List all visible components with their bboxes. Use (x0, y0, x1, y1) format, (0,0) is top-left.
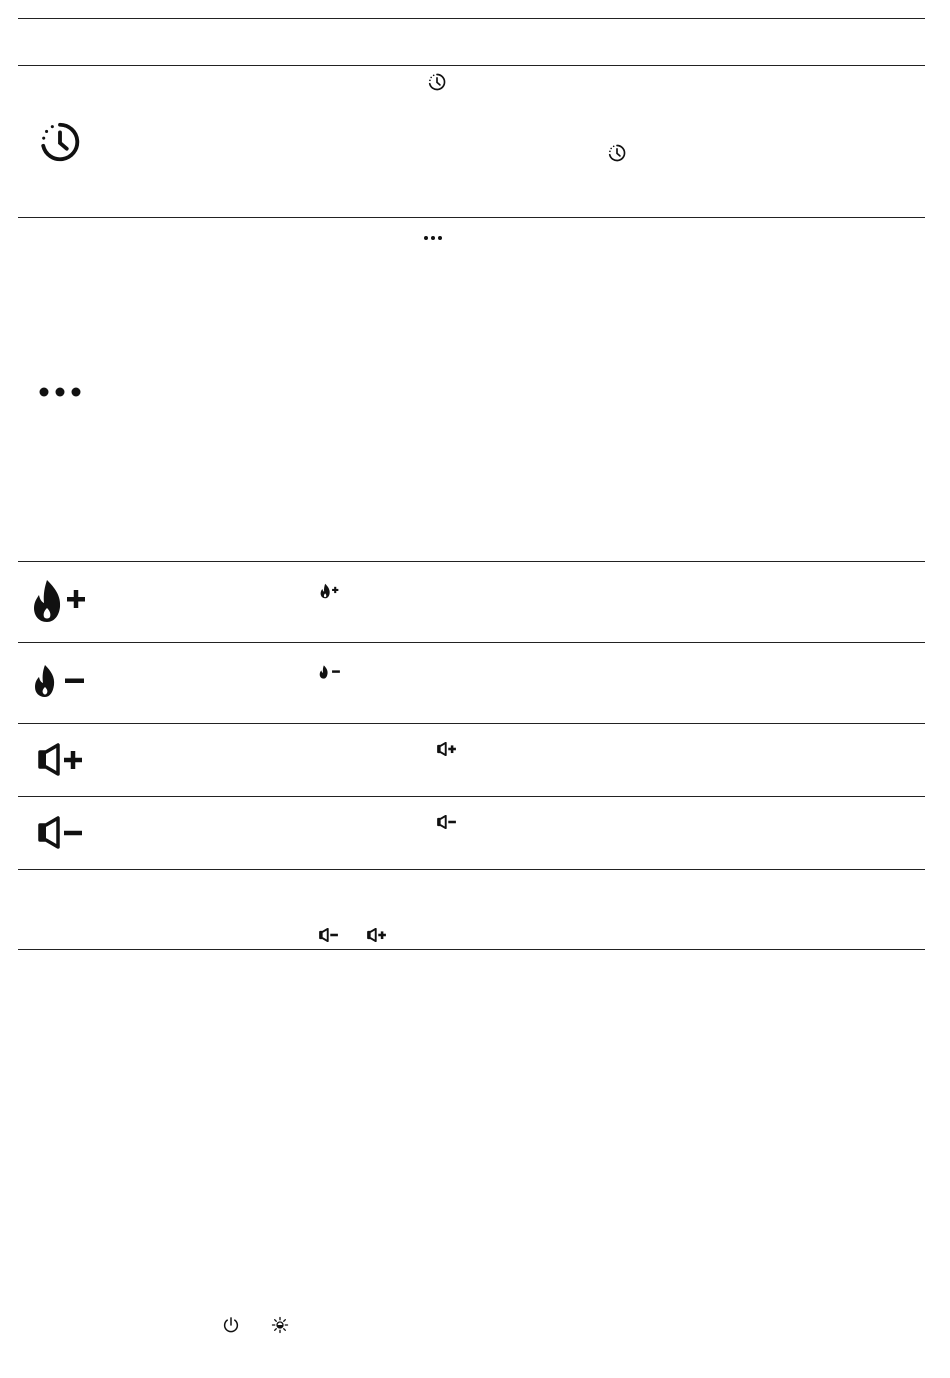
brightness-icon (271, 1316, 289, 1334)
table-row-volume-down (18, 797, 925, 869)
table-row-more-options (18, 218, 925, 561)
speaker-plus-icon (437, 742, 457, 756)
table-row-flame-up (18, 562, 925, 642)
table-row-flame-down (18, 643, 925, 723)
clock-timer-icon (37, 119, 83, 165)
table-row-volume-up (18, 724, 925, 796)
flame-minus-icon (34, 664, 86, 698)
table-rule-top (18, 18, 925, 19)
speaker-minus-icon (319, 928, 339, 942)
table-row-volume-both (18, 870, 925, 949)
flame-plus-icon (33, 578, 89, 624)
speaker-minus-icon (437, 815, 457, 829)
speaker-minus-icon (38, 816, 84, 849)
speaker-plus-icon (38, 743, 84, 776)
table-row-timer (18, 66, 925, 217)
clock-timer-icon (427, 72, 447, 92)
three-dots-icon (38, 385, 82, 399)
flame-plus-icon (318, 583, 342, 599)
clock-timer-icon (607, 143, 627, 163)
speaker-plus-icon (367, 928, 387, 942)
three-dots-icon (423, 234, 443, 242)
power-icon (222, 1316, 240, 1334)
flame-minus-icon (319, 665, 341, 679)
table-rule-bottom (18, 949, 925, 950)
